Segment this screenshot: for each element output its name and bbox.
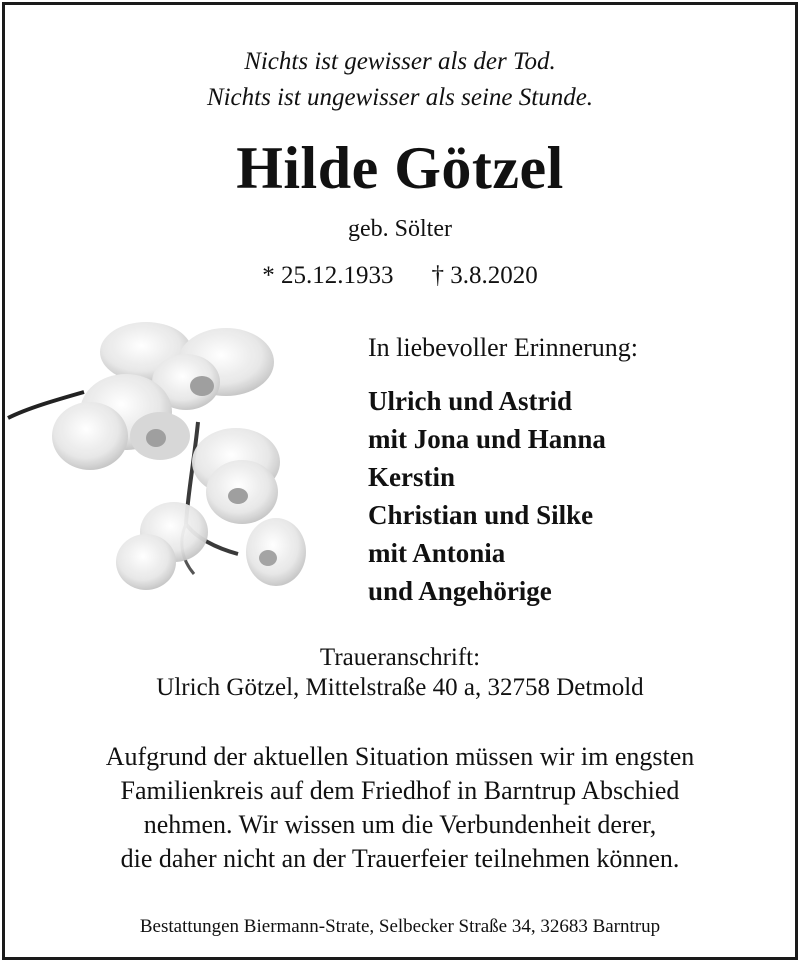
memorial-intro: In liebevoller Erinnerung: <box>368 333 639 362</box>
undertaker-line: Bestattungen Biermann-Strate, Selbecker Straße 34, 32683 Barntrup <box>139 916 661 937</box>
mourner-line: Christian und Silke <box>368 500 594 530</box>
notice-line: nehmen. Wir wissen um die Verbundenheit derer, <box>143 810 657 839</box>
memorial-block <box>368 330 788 610</box>
notice-line: Familienkreis auf dem Friedhof in Barntrup Abschied <box>120 776 680 805</box>
deceased-name: Hilde Götzel <box>236 135 564 201</box>
notice-line: die daher nicht an der Trauerfeier teilnehmen können. <box>120 844 680 873</box>
motto-line-1: Nichts ist gewisser als der Tod. <box>244 48 556 75</box>
mourner-line: Ulrich und Astrid <box>368 386 573 416</box>
address-label: Traueranschrift: <box>319 644 481 671</box>
birth-date: * 25.12.1933 <box>262 262 394 289</box>
life-dates <box>0 260 800 292</box>
mourner-line: Kerstin <box>368 462 455 492</box>
death-date: † 3.8.2020 <box>431 262 538 289</box>
born-name: geb. Sölter <box>348 216 452 242</box>
mourners-list <box>368 382 788 610</box>
notice-text <box>0 740 800 876</box>
mourner-line: mit Antonia <box>368 538 506 568</box>
address-line: Ulrich Götzel, Mittelstraße 40 a, 32758 Detmold <box>156 674 644 701</box>
mourner-line: mit Jona und Hanna <box>368 424 606 454</box>
orchid-icon <box>6 312 316 612</box>
motto-line-2: Nichts ist ungewisser als seine Stunde. <box>206 84 594 111</box>
mourner-line: und Angehörige <box>368 576 552 606</box>
notice-line: Aufgrund der aktuellen Situation müssen wir im engsten <box>105 742 695 771</box>
